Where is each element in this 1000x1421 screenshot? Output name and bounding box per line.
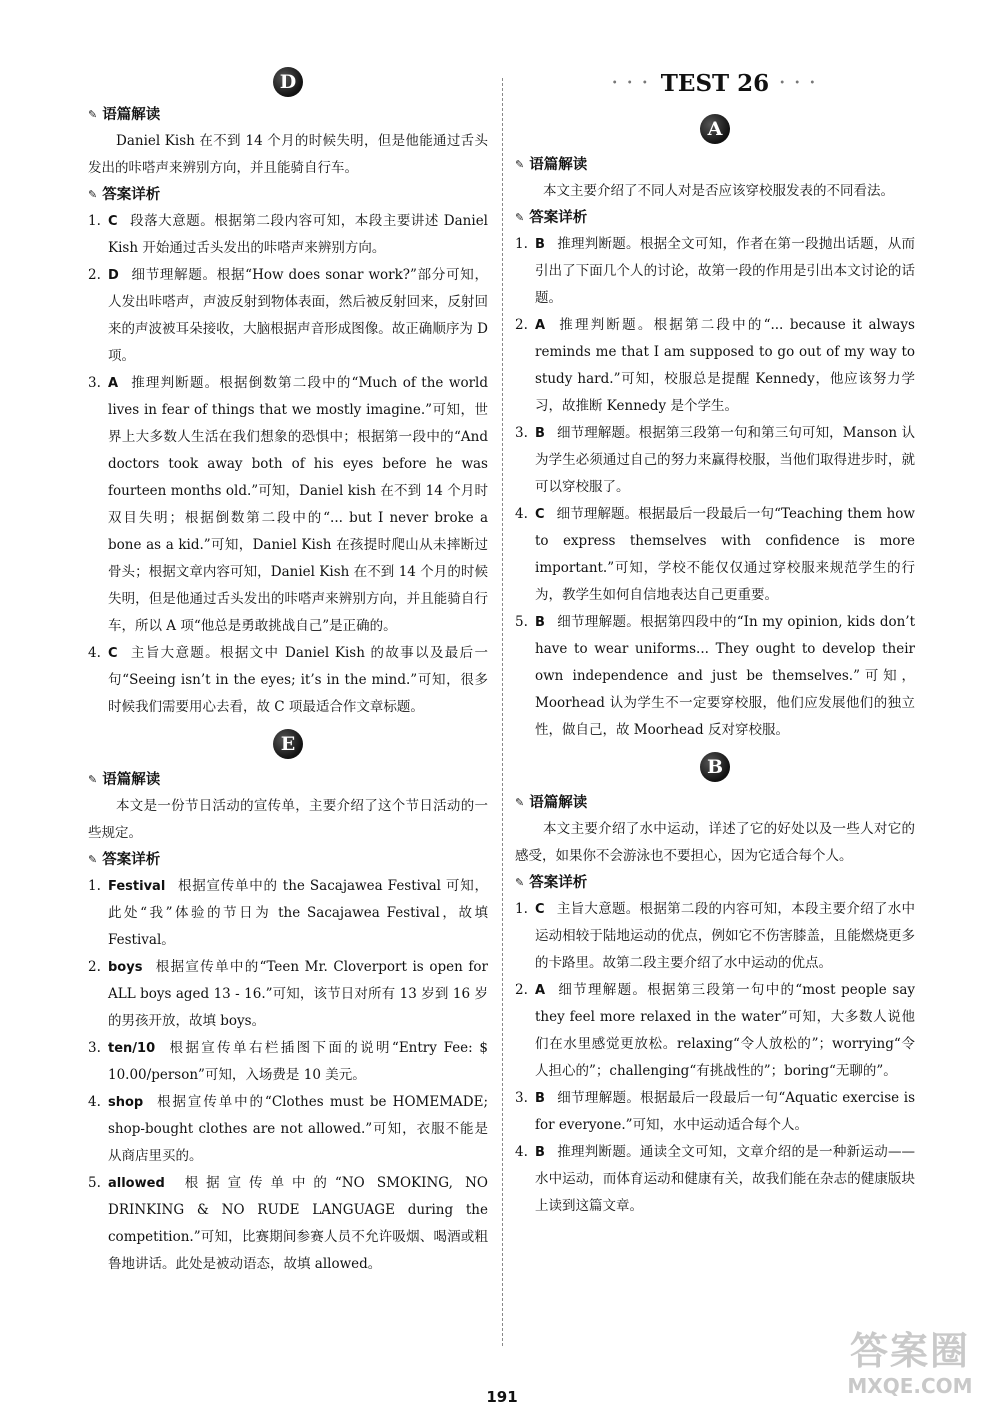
test-title xyxy=(515,60,915,106)
answer-number: 3. xyxy=(88,375,101,391)
answer-item xyxy=(88,873,488,954)
answer-number: 4. xyxy=(88,645,101,661)
answer-item xyxy=(515,501,915,609)
intro-heading xyxy=(515,152,915,178)
answer-key: D xyxy=(108,268,119,283)
intro-heading-label: 语篇解读 xyxy=(102,772,161,788)
dots-decoration-icon: • • • xyxy=(779,77,819,89)
intro-paragraph: 本文主要介绍了不同人对是否应该穿校服发表的不同看法。 xyxy=(543,183,894,199)
intro-heading xyxy=(515,790,915,816)
answer-item xyxy=(88,262,488,370)
answer-text: 根据宣传单中的“Clothes must be HOMEMADE; shop-bought clothes are not allowed.”可知，衣服不能是从商店里买的。 xyxy=(108,1094,488,1164)
answer-text: 根据宣传单中的“NO SMOKING, NO DRINKING & NO RUDE LANGUAGE during the competition.”可知，比赛期间参赛人员不允许吸烟、喝酒或粗鲁地讲话。此处是被动语态，故填 allowed。 xyxy=(108,1175,488,1272)
pen-icon: ✎ xyxy=(88,853,98,866)
intro-heading xyxy=(88,767,488,793)
analysis-heading xyxy=(515,870,915,896)
left-column xyxy=(88,60,488,1278)
intro-heading-label: 语篇解读 xyxy=(102,107,161,123)
answer-text: 推理判断题。根据倒数第二段中的“Much of the world lives in fear of things that we mostly imagine.”可知，世界上大多数人生活在我们想象的恐惧中；根据第一段中的“And doctors took away both of his eyes before he was fourteen months old.”可知，Daniel kish 在不到 14 个月时双目失明；根据倒数第二段中的“... but I never broke a bone as a kid.”可知，Daniel Kish 在孩提时爬山从未摔断过骨头；根据文章内容可知，Daniel Kish 在不到 14 个月的时候失明，但是他通过舌头发出的咔嗒声来辨别方向，并且能骑自行车，所以 A 项“他总是勇敢挑战自己”是正确的。 xyxy=(108,375,488,634)
answer-key: B xyxy=(535,1091,545,1106)
intro-heading-label: 语篇解读 xyxy=(529,157,588,173)
answer-number: 1. xyxy=(515,236,528,252)
answer-text: 根据宣传单中的 the Sacajawea Festival 可知，此处“我”体验的节日为 the Sacajawea Festival，故填 Festival。 xyxy=(108,878,488,948)
answer-key: C xyxy=(108,646,118,661)
pen-icon: ✎ xyxy=(515,796,525,809)
answer-key: Festival xyxy=(108,879,166,894)
answer-text: 段落大意题。根据第二段内容可知，本段主要讲述 Daniel Kish 开始通过舌头发出的咔嗒声来辨别方向。 xyxy=(108,213,488,256)
section-badge-e: E xyxy=(273,729,303,759)
answer-text: 细节理解题。根据最后一段最后一句“Aquatic exercise is for everyone.”可知，水中运动适合每个人。 xyxy=(535,1090,915,1133)
answer-item xyxy=(88,1089,488,1170)
watermark-url: MXQE.COM xyxy=(847,1374,973,1398)
watermark-logo-text: 答案圈 xyxy=(849,1329,970,1373)
answer-item xyxy=(515,896,915,977)
answer-list xyxy=(515,231,915,744)
pen-icon: ✎ xyxy=(515,158,525,171)
section-badge-a: A xyxy=(700,114,730,144)
answer-number: 4. xyxy=(88,1094,101,1110)
answer-number: 3. xyxy=(88,1040,101,1056)
answer-text: 细节理解题。根据“How does sonar work?”部分可知，人发出咔嗒声，声波反射到物体表面，然后被反射回来，反射回来的声波被耳朵接收，大脑根据声音形成图像。故正确顺序为 D 项。 xyxy=(108,267,488,364)
answer-number: 1. xyxy=(88,213,101,229)
answer-key: B xyxy=(535,426,545,441)
analysis-heading-label: 答案详析 xyxy=(529,875,588,891)
answer-number: 4. xyxy=(515,1144,528,1160)
answer-number: 2. xyxy=(515,982,528,998)
intro-paragraph: 本文是一份节日活动的宣传单，主要介绍了这个节日活动的一些规定。 xyxy=(88,798,488,841)
answer-number: 5. xyxy=(515,614,528,630)
answer-number: 2. xyxy=(88,267,101,283)
answer-key: boys xyxy=(108,960,143,975)
intro-heading xyxy=(88,102,488,128)
answer-text: 主旨大意题。根据第二段的内容可知，本段主要介绍了水中运动相较于陆地运动的优点，例如它不伤害膝盖，且能燃烧更多的卡路里。故第二段主要介绍了水中运动的优点。 xyxy=(535,901,915,971)
answer-key: C xyxy=(535,507,545,522)
answer-number: 4. xyxy=(515,506,528,522)
answer-item xyxy=(515,420,915,501)
intro-paragraph: 本文主要介绍了水中运动，详述了它的好处以及一些人对它的感受，如果你不会游泳也不要担心，因为它适合每个人。 xyxy=(515,821,915,864)
answer-key: ten/10 xyxy=(108,1041,156,1056)
answer-item xyxy=(88,208,488,262)
analysis-heading-label: 答案详析 xyxy=(102,852,161,868)
answer-item xyxy=(515,231,915,312)
pen-icon: ✎ xyxy=(515,211,525,224)
answer-item xyxy=(515,1085,915,1139)
answer-item xyxy=(88,640,488,721)
answer-number: 3. xyxy=(515,1090,528,1106)
section-badge-b: B xyxy=(700,752,730,782)
answer-key: A xyxy=(108,376,119,391)
answer-text: 推理判断题。根据第二段中的“... because it always reminds me that I am supposed to go out of my way to study hard.”可知，校服总是提醒 Kennedy，他应该努力学习，故推断 Kennedy 是个学生。 xyxy=(535,317,915,414)
answer-item xyxy=(88,1035,488,1089)
answer-key: allowed xyxy=(108,1176,165,1191)
intro-paragraph: Daniel Kish 在不到 14 个月的时候失明，但是他能通过舌头发出的咔嗒声来辨别方向，并且能骑自行车。 xyxy=(88,133,488,176)
test-title-text: TEST 26 xyxy=(660,69,770,97)
watermark xyxy=(840,1328,980,1408)
answer-key: A xyxy=(535,318,546,333)
answer-text: 推理判断题。通读全文可知，文章介绍的是一种新运动——水中运动，而体育运动和健康有关，故我们能在杂志的健康版块上读到这篇文章。 xyxy=(535,1144,915,1214)
answer-key: C xyxy=(535,902,545,917)
answer-number: 1. xyxy=(515,901,528,917)
answer-text: 细节理解题。根据第三段第一句中的“most people say they feel more relaxed in the water”可知，大多数人说他们在水里感觉更放松。relaxing“令人放松的”；worrying“令人担心的”；challenging“有挑战性的”；boring“无聊的”。 xyxy=(535,982,915,1079)
pen-icon: ✎ xyxy=(515,876,525,889)
answer-list xyxy=(515,896,915,1220)
section-badge-d: D xyxy=(273,67,303,97)
page-number: 191 xyxy=(486,1388,518,1406)
answer-text: 细节理解题。根据第三段第一句和第三句可知，Manson 认为学生必须通过自己的努力来赢得校服，当他们取得进步时，就可以穿校服了。 xyxy=(535,425,915,495)
answer-text: 根据宣传单中的“Teen Mr. Cloverport is open for ALL boys aged 13 - 16.”可知，该节日对所有 13 岁到 16 岁的男孩开放，故填 boys。 xyxy=(108,959,488,1029)
analysis-heading xyxy=(88,847,488,873)
pen-icon: ✎ xyxy=(88,108,98,121)
answer-number: 5. xyxy=(88,1175,101,1191)
answer-key: C xyxy=(108,214,118,229)
answer-number: 2. xyxy=(515,317,528,333)
analysis-heading xyxy=(515,205,915,231)
answer-key: A xyxy=(535,983,546,998)
column-divider xyxy=(502,78,503,1346)
answer-item xyxy=(88,1170,488,1278)
right-column xyxy=(515,60,915,1220)
answer-text: 根据宣传单右栏插图下面的说明“Entry Fee: $ 10.00/person”可知，入场费是 10 美元。 xyxy=(108,1040,488,1083)
answer-text: 主旨大意题。根据文中 Daniel Kish 的故事以及最后一句“Seeing isn’t in the eyes; it’s in the mind.”可知，很多时候我们需要用心去看，故 C 项最适合作文章标题。 xyxy=(108,645,488,715)
answer-item xyxy=(515,977,915,1085)
answer-key: shop xyxy=(108,1095,144,1110)
dots-decoration-icon: • • • xyxy=(611,77,651,89)
answer-item xyxy=(515,312,915,420)
analysis-heading-label: 答案详析 xyxy=(529,210,588,226)
answer-item xyxy=(515,1139,915,1220)
answer-text: 细节理解题。根据最后一段最后一句“Teaching them how to express themselves with confidence is more important.”可知，学校不能仅仅通过穿校服来规范学生的行为，教学生如何自信地表达自己更重要。 xyxy=(535,506,915,603)
answer-key: B xyxy=(535,615,545,630)
answer-list xyxy=(88,208,488,721)
answer-key: B xyxy=(535,1145,545,1160)
answer-number: 2. xyxy=(88,959,101,975)
analysis-heading xyxy=(88,182,488,208)
analysis-heading-label: 答案详析 xyxy=(102,187,161,203)
answer-number: 3. xyxy=(515,425,528,441)
pen-icon: ✎ xyxy=(88,773,98,786)
answer-key: B xyxy=(535,237,545,252)
answer-item xyxy=(88,370,488,640)
answer-number: 1. xyxy=(88,878,101,894)
answer-list xyxy=(88,873,488,1278)
answer-item xyxy=(515,609,915,744)
intro-heading-label: 语篇解读 xyxy=(529,795,588,811)
answer-text: 推理判断题。根据全文可知，作者在第一段抛出话题，从而引出了下面几个人的讨论，故第一段的作用是引出本文讨论的话题。 xyxy=(535,236,915,306)
answer-text: 细节理解题。根据第四段中的“In my opinion, kids don’t have to wear uniforms... They ought to develop their own independence and just be themselves.”可知，Moorhead 认为学生不一定要穿校服，他们应发展他们的独立性，做自己，故 Moorhead 反对穿校服。 xyxy=(535,614,915,738)
pen-icon: ✎ xyxy=(88,188,98,201)
answer-item xyxy=(88,954,488,1035)
